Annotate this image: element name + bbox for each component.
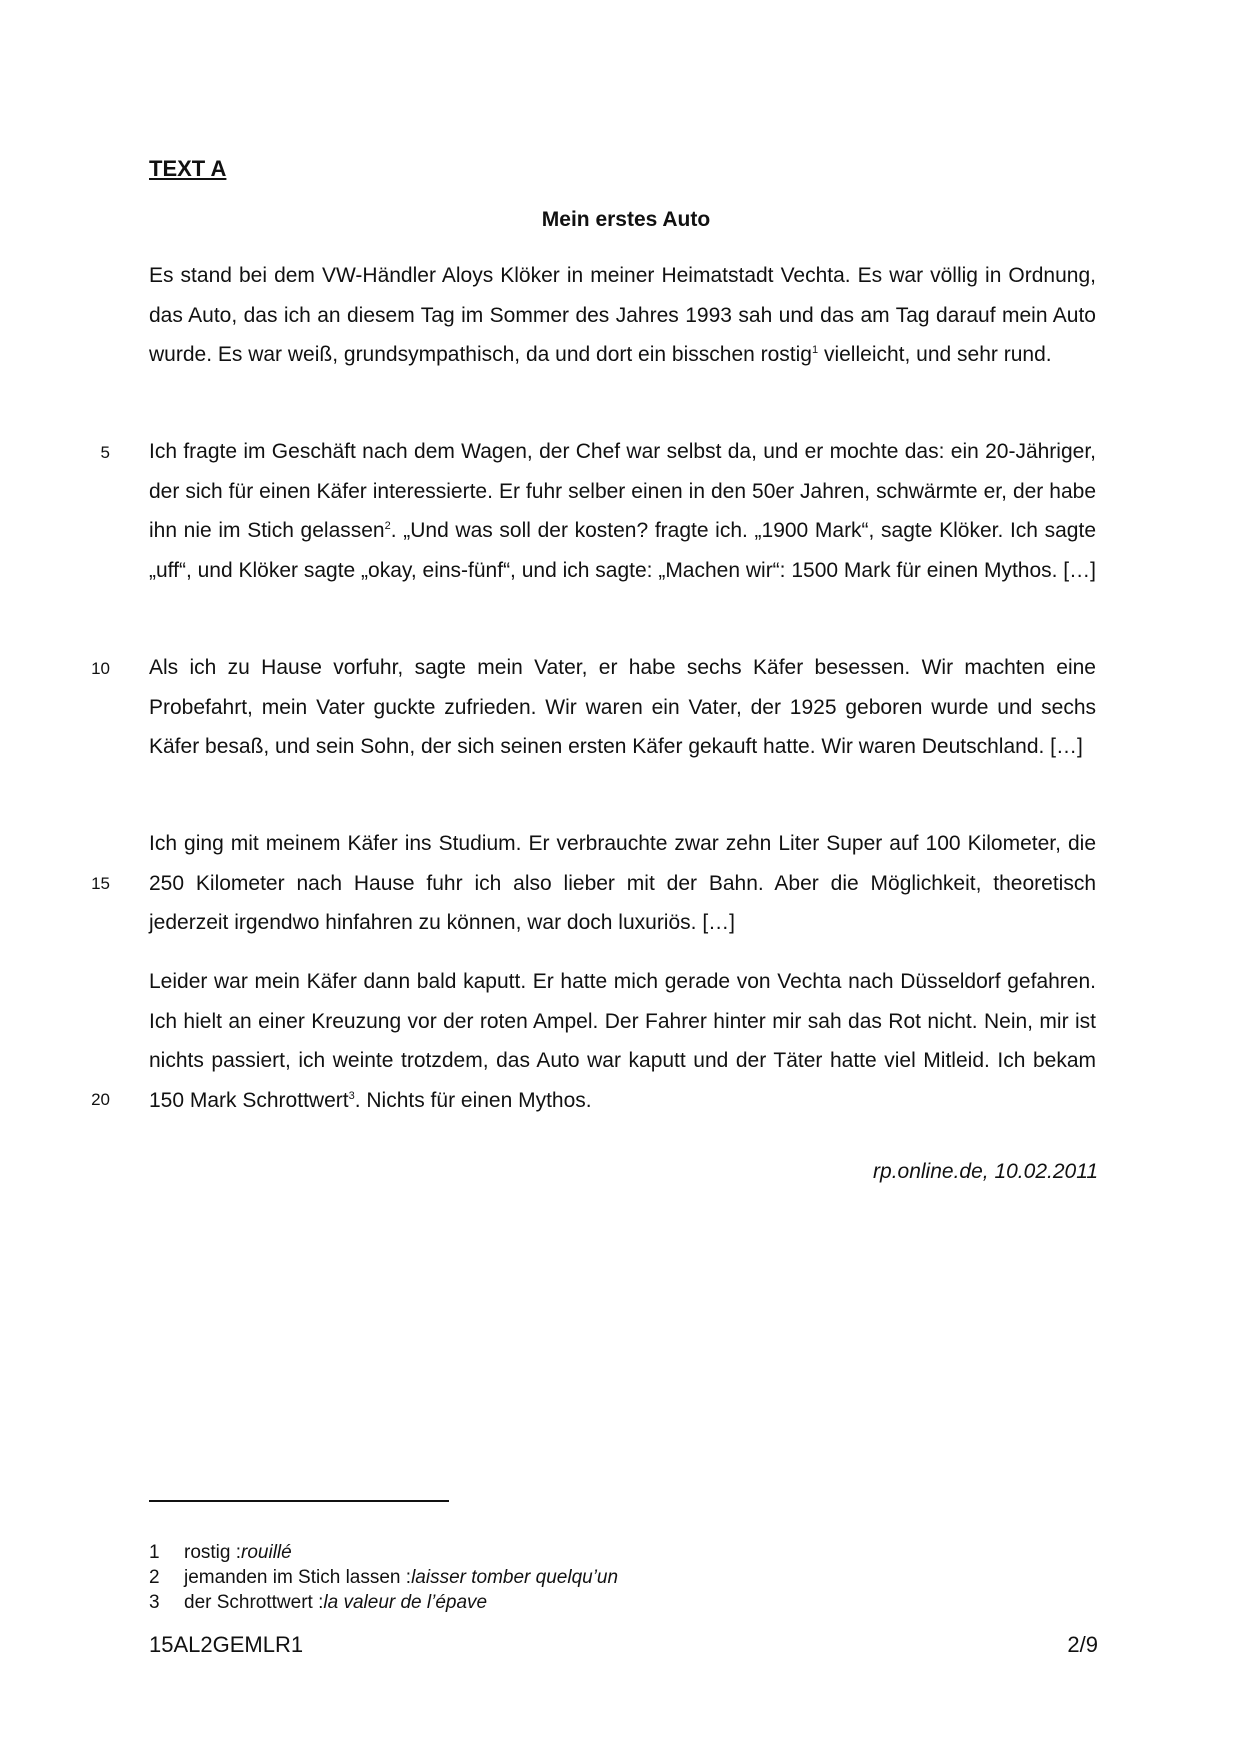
line-number-15: 15 <box>91 874 110 893</box>
page-number: 2/9 <box>1067 1632 1098 1657</box>
article-title: Mein erstes Auto <box>541 208 711 231</box>
footnote-ref-2: 2 <box>384 520 391 532</box>
paragraph-5: Leider war mein Käfer dann bald kaputt. Er hatte mich gerade von Vechta nach Düsseldorf gefahren. Ich hielt an einer Kreuzung vor der roten Ampel. Der Fahrer hinter mir sah das Rot nicht. Nein, mir ist nichts passiert, ich weinte trotzdem, das Auto war kaputt und der Täter hatte viel Mitleid. Ich bekam 150 Mark Schrottwert$^3$. Nichts für einen Mythos. <box>149 970 1096 1112</box>
footnote-term: rostig : <box>184 1542 242 1563</box>
paragraph-1: Es stand bei dem VW-Händler Aloys Klöker in meiner Heimatstadt Vechta. Es war völlig in Ordnung, das Auto, das ich an diesem Tag im Sommer des Jahres 1993 sah und das am Tag darauf mein Auto wurde. Es war weiß, grundsympathisch, da und dort ein bisschen rostig$^1$ vielleicht, und sehr rund. <box>149 264 1096 366</box>
footnote-2 <box>149 1565 618 1590</box>
footnote-translation: rouillé <box>241 1542 292 1563</box>
paragraph-3: Als ich zu Hause vorfuhr, sagte mein Vater, er habe sechs Käfer besessen. Wir machten eine Probefahrt, mein Vater guckte zufrieden. Wir waren ein Vater, der 1925 geboren wurde und sechs Käfer besaß, und sein Sohn, der sich seinen ersten Käfer gekauft hatte. Wir waren Deutschland. […] <box>149 656 1096 758</box>
footnote-number: 2 <box>149 1567 160 1588</box>
footnote-number: 3 <box>149 1592 160 1613</box>
paragraph-2: Ich fragte im Geschäft nach dem Wagen, der Chef war selbst da, und er mochte das: ein 20-Jähriger, der sich für einen Käfer interessierte. Er fuhr selber einen in den 50er Jahren, schwärmte er, der habe ihn nie im Stich gelassen$^2$. „Und was soll der kosten? fragte ich. „1900 Mark“, sagte Klöker. Ich sagte „uff“, und Klöker sagte „okay, eins-fünf“, und ich sagte: „Machen wir“: 1500 Mark für einen Mythos. […] <box>149 440 1096 582</box>
footnote-3 <box>149 1590 618 1615</box>
footnote-ref-3: 3 <box>348 1089 355 1102</box>
footnote-term: jemanden im Stich lassen : <box>184 1567 412 1588</box>
footnotes <box>149 1540 618 1615</box>
footnote-1 <box>149 1540 618 1565</box>
footnote-translation: la valeur de l’épave <box>323 1592 488 1613</box>
footnote-term: der Schrottwert : <box>184 1592 324 1613</box>
footnote-number: 1 <box>149 1542 160 1563</box>
footnote-divider <box>149 1500 449 1502</box>
footnote-translation: laisser tomber quelqu’un <box>411 1567 619 1588</box>
document-code: 15AL2GEMLR1 <box>149 1632 304 1657</box>
line-number-20: 20 <box>91 1090 110 1109</box>
line-number-10: 10 <box>91 659 110 678</box>
line-number-5: 5 <box>100 443 110 462</box>
paragraph-4: Ich ging mit meinem Käfer ins Studium. Er verbrauchte zwar zehn Liter Super auf 100 Kilometer, die 250 Kilometer nach Hause fuhr ich also lieber mit der Bahn. Aber die Möglichkeit, theoretisch jederzeit irgendwo hinfahren zu können, war doch luxuriös. […] <box>149 832 1096 934</box>
section-label: TEXT A <box>149 156 227 181</box>
footnote-ref-1: 1 <box>812 344 819 356</box>
source-citation: rp.online.de, 10.02.2011 <box>873 1160 1098 1183</box>
